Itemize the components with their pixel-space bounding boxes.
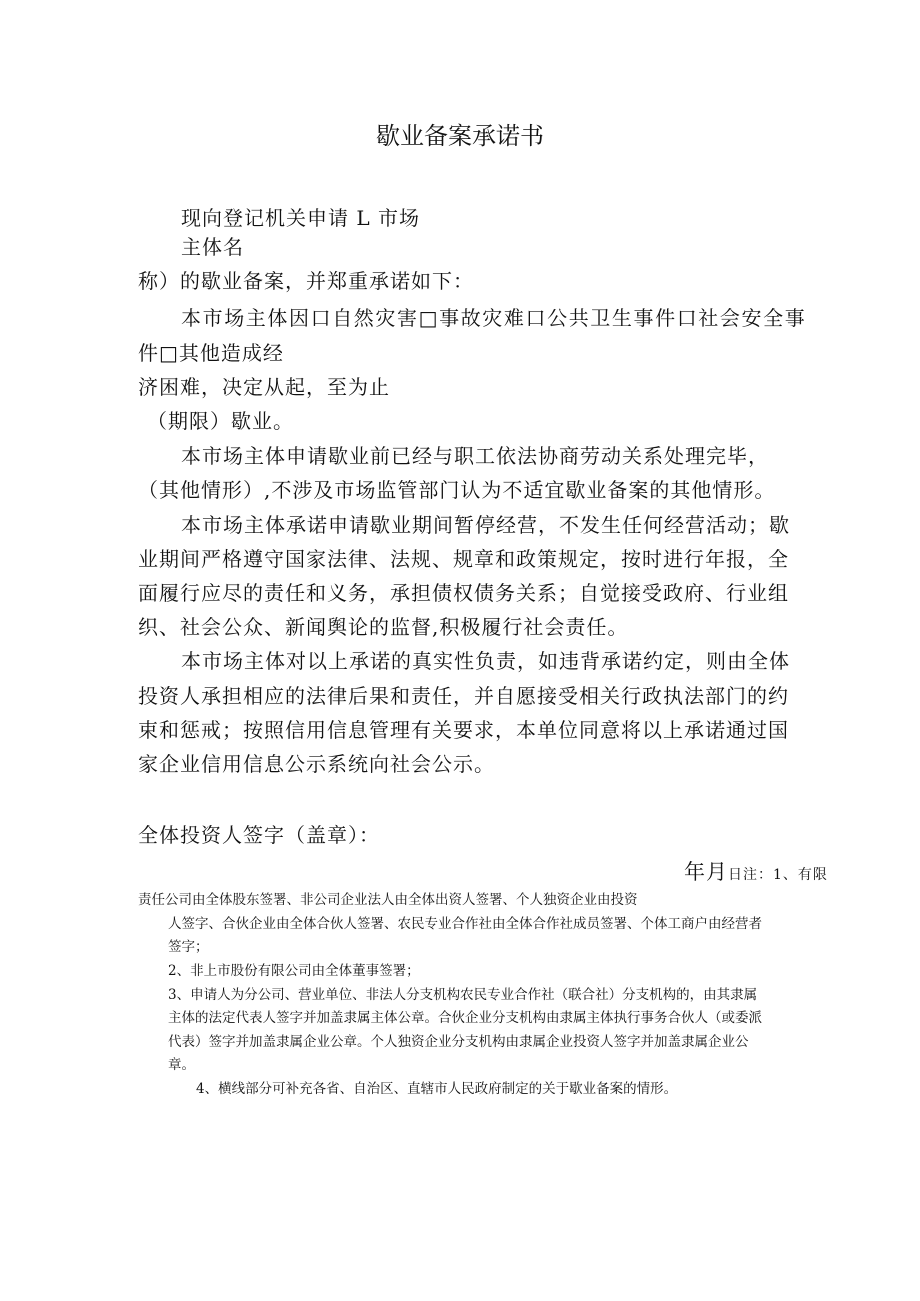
note-line: 代表）签字并加盖隶属企业公章。个人独资企业分支机构由隶属企业投资人签字并加盖隶属企业公 [168,1034,749,1050]
note-line: 责任公司由全体股东签署、非公司企业法人由全体出资人签署、个人独资企业由投资 [138,892,638,908]
note-line: 主体的法定代表人签字并加盖隶属主体公章。合伙企业分支机构由隶属主体执行事务合伙人（或委派 [168,1010,762,1026]
paragraph-line: 家企业信用信息公示系统向社会公示。 [138,752,495,776]
date-line [684,860,828,887]
paragraph-line: 本市场主体申请歇业前已经与职工依法协商劳动关系处理完毕， [181,444,769,468]
paragraph-line: 称）的歇业备案，并郑重承诺如下： [138,269,474,293]
note-line: 4、横线部分可补充各省、自治区、直辖市人民政府制定的关于歇业备案的情形。 [196,1081,678,1097]
signature-label: 全体投资人签字（盖章）： [138,823,380,847]
note-line: 人签字、合伙企业由全体合伙人签署、农民专业合作社由全体合作社成员签署、个体工商户由经营者 [168,916,762,932]
paragraph-line: 现向登记机关申请 L 市场 [181,206,420,230]
note-line: 3、申请人为分公司、营业单位、非法人分支机构农民专业合作社（联合社）分支机构的，由其隶属 [168,987,758,1003]
paragraph-line: 束和惩戒；按照信用信息管理有关要求，本单位同意将以上承诺通过国 [138,718,789,742]
page-title: 歇业备案承诺书 [376,122,544,150]
paragraph-line: 本市场主体因口自然灾害□事故灾难口公共卫生事件口社会安全事 [181,306,807,330]
paragraph-line: （其他情形）,不涉及市场监管部门认为不适宜歇业备案的其他情形。 [138,478,776,502]
paragraph-line: （期限）歇业。 [147,409,294,433]
paragraph-line: 本市场主体承诺申请歇业期间暂停经营，不发生任何经营活动；歇 [181,513,790,537]
paragraph-line: 业期间严格遵守国家法律、法规、规章和政策规定，按时进行年报，全 [138,547,789,571]
note-head: 日注：1、有限 [728,867,828,883]
paragraph-line: 本市场主体对以上承诺的真实性负责，如违背承诺约定，则由全体 [181,649,790,673]
paragraph-line: 织、社会公众、新闻舆论的监督,积极履行社会责任。 [138,615,629,639]
note-line: 章。 [168,1057,195,1073]
paragraph-line: 面履行应尽的责任和义务，承担债权债务关系；自觉接受政府、行业组 [138,581,789,605]
paragraph-line: 主体名 [181,235,244,259]
note-line: 2、非上市股份有限公司由全体董事签署； [168,963,420,979]
date-ym: 年月 [684,860,728,884]
note-line: 签字； [168,939,209,955]
paragraph-line: 件□其他造成经 [138,341,284,365]
paragraph-line: 济困难，决定从起，至为止 [138,375,390,399]
paragraph-line: 投资人承担相应的法律后果和责任，并自愿接受相关行政执法部门的约 [138,684,789,708]
